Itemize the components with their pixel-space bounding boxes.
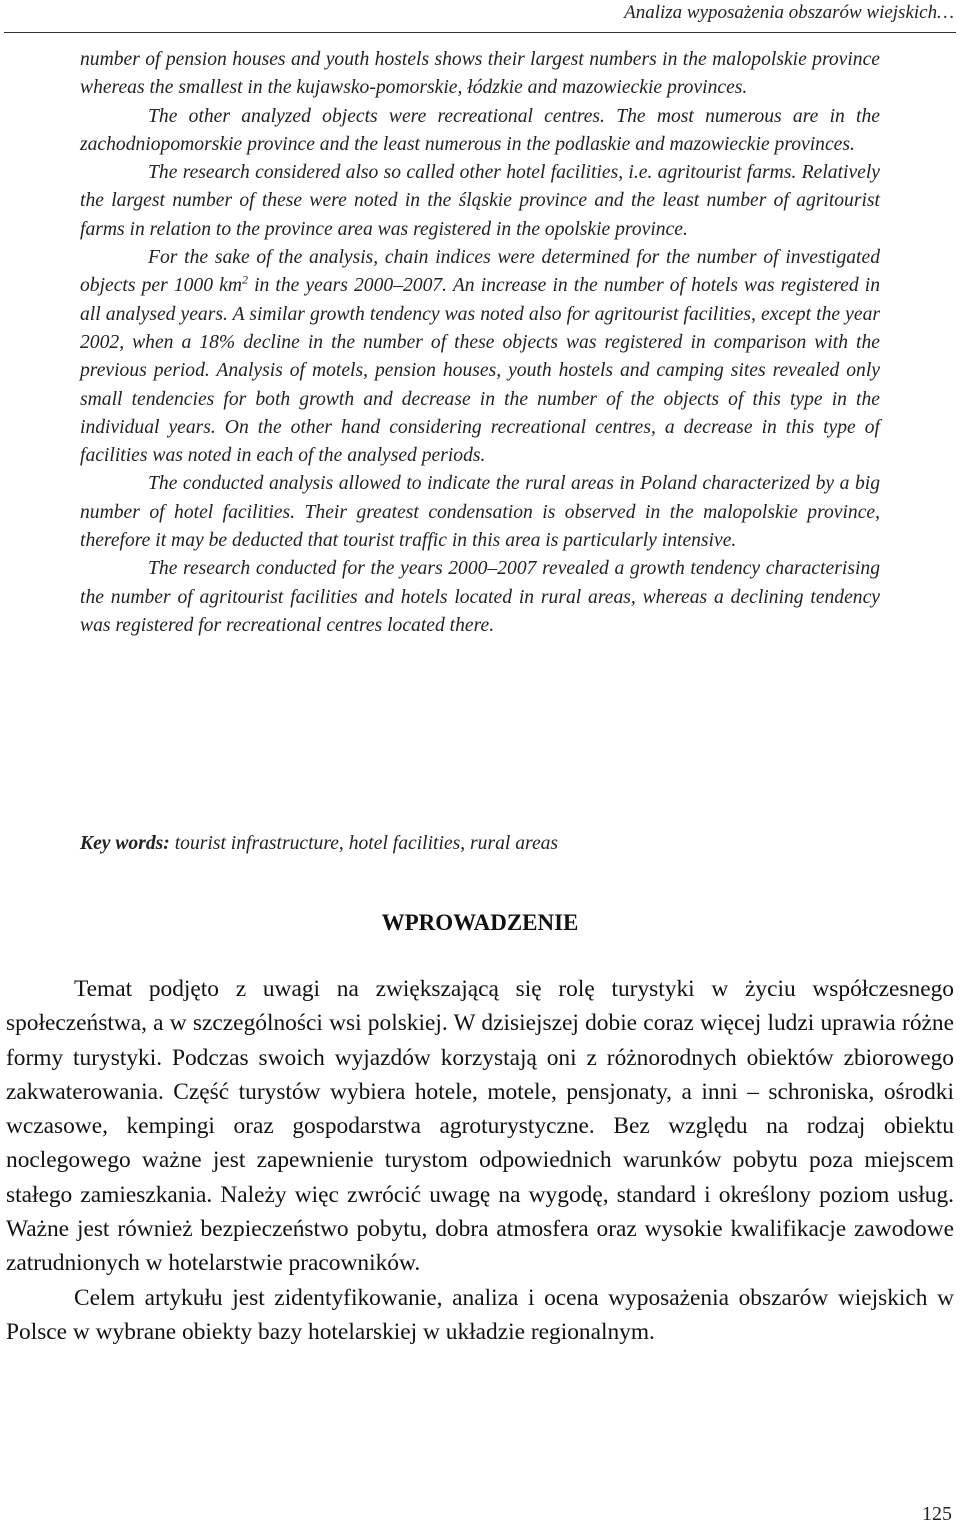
abstract-paragraph-5: The conducted analysis allowed to indicate the rural areas in Poland characterized by a big number of hotel facilities. Their greatest condensation is observed in the malopolskie province, therefore it may be deducted that tourist traffic in this area is particularly intensive. (80, 473, 880, 552)
abstract-paragraph-6: The research conducted for the years 2000–2007 revealed a growth tendency characterising the number of agritourist facilities and hotels located in rural areas, whereas a declining tendency was registered for recreational centres located there. (80, 558, 880, 636)
superscript-2: 2 (241, 272, 248, 287)
abstract-paragraph-2: The other analyzed objects were recreational centres. The most numerous are in the zachodniopomorskie province and the least numerous in the podlaskie and mazowieckie provinces. (80, 105, 880, 155)
body-text (6, 972, 954, 1349)
keywords-label: Key words: (80, 833, 170, 854)
keywords-text: tourist infrastructure, hotel facilities, rural areas (169, 833, 559, 854)
header-rule (4, 32, 956, 33)
keywords-line (80, 833, 558, 855)
body-paragraph-1: Temat podjęto z uwagi na zwiększającą się rolę turystyki w życiu współczesnego społeczeństwa, a w szczególności wsi polskiej. W dzisiejszej dobie coraz więcej ludzi uprawia różne formy turystyki. Podczas swoich wyjazdów korzystają oni z różnorodnych obiektów zbiorowego zakwaterowania. Część turystów wybiera hotele, motele, pensjonaty, a inni – schroniska, ośrodki wczasowe, kempingi oraz gospodarstwa agroturystyczne. Bez względu na rodzaj obiektu noclegowego ważne jest zapewnienie turystom odpowiednich warunków pobytu poza miejscem stałego zamieszkania. Należy więc zwrócić uwagę na wygodę, standard i określony poziom usług. Ważne jest również bezpieczeństwo pobytu, dobra atmosfera oraz wysokie kwalifikacje zawodowe zatrudnionych w hotelarstwie pracowników. (6, 976, 954, 1277)
abstract-p4-rest: in the years 2000–2007. An increase in the number of hotels was registered in all analysed years. A similar growth tendency was noted also for agritourist facilities, except the year 2002, when a 18% decline in the number of these objects was registered in comparison with the previous period. Analysis of motels, pension houses, youth hostels and camping sites revealed only small tendencies for both growth and decrease in the number of the objects of this type in the individual years. On the other hand considering recreational centres, a decrease in this type of facilities was noted in each of the analysed periods. (80, 275, 880, 467)
running-title: Analiza wyposażenia obszarów wiejskich… (624, 2, 954, 23)
section-heading: WPROWADZENIE (381, 910, 579, 935)
english-abstract (80, 46, 880, 640)
body-paragraph-2: Celem artykułu jest zidentyfikowanie, analiza i ocena wyposażenia obszarów wiejskich w Polsce w wybrane obiekty bazy hotelarskiej w układzie regionalnym. (6, 1284, 954, 1345)
page-number: 125 (922, 1503, 952, 1525)
abstract-paragraph-1: number of pension houses and youth hostels shows their largest numbers in the malopolskie province whereas the smallest in the kujawsko-pomorskie, łódzkie and mazowieckie provinces. (80, 49, 880, 99)
abstract-p4-start: For the sake of the analysis, chain indices were determined for the number of investigated objects per 1000 km (80, 247, 880, 297)
abstract-paragraph-4 (80, 244, 880, 470)
abstract-paragraph-3: The research considered also so called other hotel facilities, i.e. agritourist farms. Relatively the largest number of these were noted in the śląskie province and the least number of agritourist farms in relation to the province area was registered in the opolskie province. (80, 162, 880, 240)
